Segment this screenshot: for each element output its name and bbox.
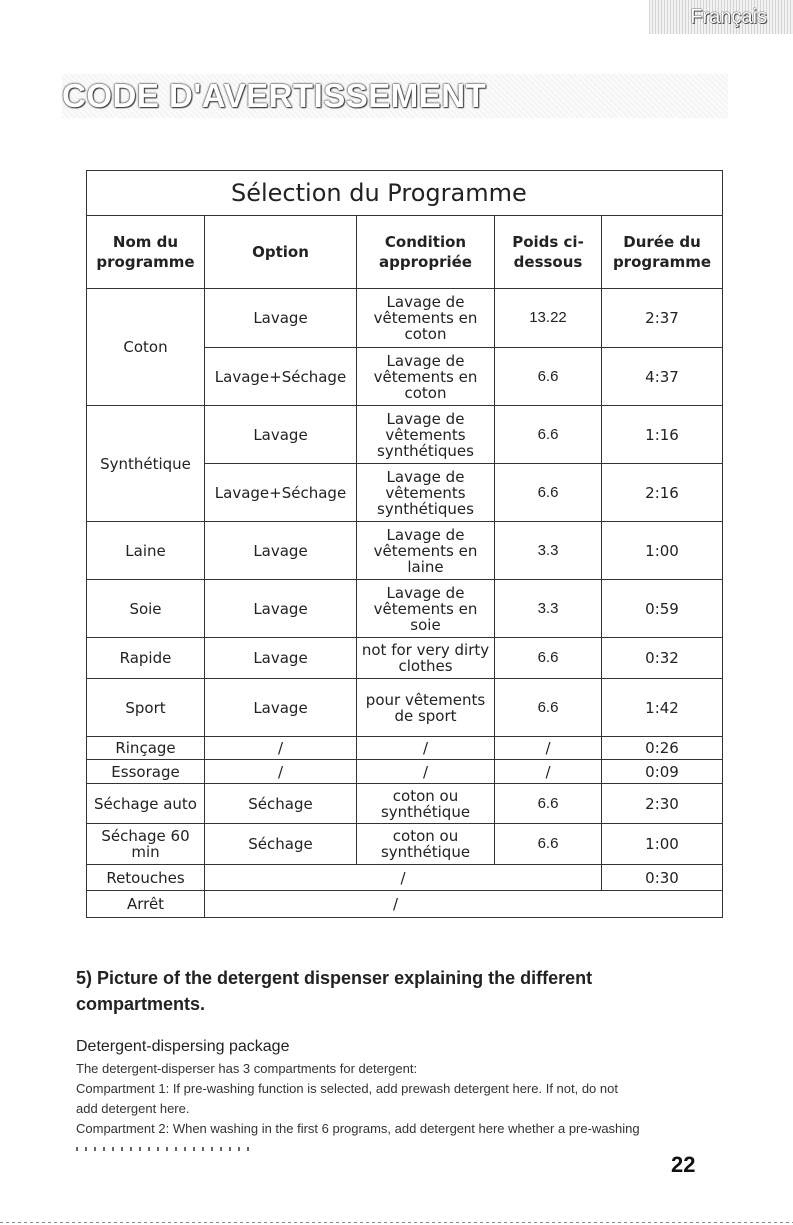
table-row bbox=[87, 638, 723, 679]
table-row bbox=[87, 760, 723, 784]
option-cell: Lavage bbox=[205, 580, 357, 638]
page-number: 22 bbox=[671, 1152, 696, 1177]
section-body bbox=[76, 1059, 746, 1139]
weight-cell: 6.6 bbox=[495, 348, 602, 406]
option-cell: Lavage+Séchage bbox=[205, 348, 357, 406]
condition-cell: coton ou synthétique bbox=[357, 824, 495, 865]
option-cell: / bbox=[205, 737, 357, 760]
duration-cell: 0:09 bbox=[602, 760, 723, 784]
weight-cell: 13.22 bbox=[495, 289, 602, 348]
table-row bbox=[87, 891, 723, 918]
duration-cell: 2:16 bbox=[602, 464, 723, 522]
merged-cell: / bbox=[205, 865, 602, 891]
option-cell: / bbox=[205, 760, 357, 784]
weight-cell: 6.6 bbox=[495, 464, 602, 522]
table-row bbox=[87, 737, 723, 760]
condition-cell: / bbox=[357, 760, 495, 784]
body-line: add detergent here. bbox=[76, 1101, 190, 1116]
duration-cell: 2:37 bbox=[602, 289, 723, 348]
table-row bbox=[87, 784, 723, 824]
table-row bbox=[87, 406, 723, 464]
duration-cell: 1:42 bbox=[602, 679, 723, 737]
header-duration: Durée du programme bbox=[602, 216, 723, 289]
condition-cell: Lavage de vêtements synthétiques bbox=[357, 406, 495, 464]
condition-cell: not for very dirty clothes bbox=[357, 638, 495, 679]
weight-cell: / bbox=[495, 760, 602, 784]
section-heading: 5) Picture of the detergent dispenser explaining the different compartments. bbox=[76, 968, 593, 1014]
program-name: Retouches bbox=[87, 865, 205, 891]
condition-cell: Lavage de vêtements synthétiques bbox=[357, 464, 495, 522]
table-title: Sélection du Programme bbox=[87, 171, 723, 216]
truncated-line-fragment bbox=[76, 1147, 256, 1151]
option-cell: Lavage+Séchage bbox=[205, 464, 357, 522]
condition-cell: pour vêtements de sport bbox=[357, 679, 495, 737]
body-line: The detergent-disperser has 3 compartments for detergent: bbox=[76, 1061, 418, 1076]
condition-cell: Lavage de vêtements en coton bbox=[357, 289, 495, 348]
header-option: Option bbox=[205, 216, 357, 289]
program-name: Essorage bbox=[87, 760, 205, 784]
program-table bbox=[86, 170, 723, 918]
condition-cell: coton ou synthétique bbox=[357, 784, 495, 824]
program-name: Soie bbox=[87, 580, 205, 638]
program-name: Séchage 60 min bbox=[87, 824, 205, 865]
condition-cell: Lavage de vêtements en coton bbox=[357, 348, 495, 406]
table-row bbox=[87, 865, 723, 891]
table-header-row bbox=[87, 216, 723, 289]
section-banner bbox=[62, 74, 728, 118]
merged-cell: / bbox=[205, 891, 723, 918]
body-line: Compartment 2: When washing in the first 6 programs, add detergent here whether a pre-washing bbox=[76, 1121, 640, 1136]
program-name: Arrêt bbox=[87, 891, 205, 918]
header-weight: Poids ci-dessous bbox=[495, 216, 602, 289]
weight-cell: / bbox=[495, 737, 602, 760]
duration-cell: 0:32 bbox=[602, 638, 723, 679]
table-title-row bbox=[87, 171, 723, 216]
weight-cell: 6.6 bbox=[495, 784, 602, 824]
header-condition: Condition appropriée bbox=[357, 216, 495, 289]
program-name: Sport bbox=[87, 679, 205, 737]
weight-cell: 3.3 bbox=[495, 522, 602, 580]
duration-cell: 0:59 bbox=[602, 580, 723, 638]
weight-cell: 6.6 bbox=[495, 824, 602, 865]
duration-cell: 0:26 bbox=[602, 737, 723, 760]
program-name: Coton bbox=[87, 289, 205, 406]
duration-cell: 1:00 bbox=[602, 824, 723, 865]
duration-cell: 0:30 bbox=[602, 865, 723, 891]
weight-cell: 6.6 bbox=[495, 406, 602, 464]
table-row bbox=[87, 824, 723, 865]
program-name: Rapide bbox=[87, 638, 205, 679]
option-cell: Lavage bbox=[205, 679, 357, 737]
program-name: Rinçage bbox=[87, 737, 205, 760]
page-bottom-rule bbox=[0, 1222, 793, 1223]
option-cell: Séchage bbox=[205, 784, 357, 824]
duration-cell: 1:16 bbox=[602, 406, 723, 464]
condition-cell: Lavage de vêtements en soie bbox=[357, 580, 495, 638]
section-subheading: Detergent-dispersing package bbox=[76, 1038, 290, 1055]
weight-cell: 6.6 bbox=[495, 638, 602, 679]
program-name: Laine bbox=[87, 522, 205, 580]
table-row bbox=[87, 679, 723, 737]
program-name: Synthétique bbox=[87, 406, 205, 522]
duration-cell: 2:30 bbox=[602, 784, 723, 824]
option-cell: Lavage bbox=[205, 406, 357, 464]
duration-cell: 4:37 bbox=[602, 348, 723, 406]
option-cell: Lavage bbox=[205, 522, 357, 580]
language-tab bbox=[649, 0, 793, 34]
language-label: Français bbox=[690, 6, 767, 28]
body-line: Compartment 1: If pre-washing function is selected, add prewash detergent here. If not, do not bbox=[76, 1081, 618, 1096]
weight-cell: 6.6 bbox=[495, 679, 602, 737]
header-name: Nom du programme bbox=[87, 216, 205, 289]
option-cell: Lavage bbox=[205, 289, 357, 348]
weight-cell: 3.3 bbox=[495, 580, 602, 638]
condition-cell: / bbox=[357, 737, 495, 760]
condition-cell: Lavage de vêtements en laine bbox=[357, 522, 495, 580]
banner-title: CODE D'AVERTISSEMENT bbox=[62, 77, 487, 114]
table-row bbox=[87, 289, 723, 348]
option-cell: Séchage bbox=[205, 824, 357, 865]
table-row bbox=[87, 522, 723, 580]
option-cell: Lavage bbox=[205, 638, 357, 679]
program-name: Séchage auto bbox=[87, 784, 205, 824]
table-row bbox=[87, 580, 723, 638]
duration-cell: 1:00 bbox=[602, 522, 723, 580]
